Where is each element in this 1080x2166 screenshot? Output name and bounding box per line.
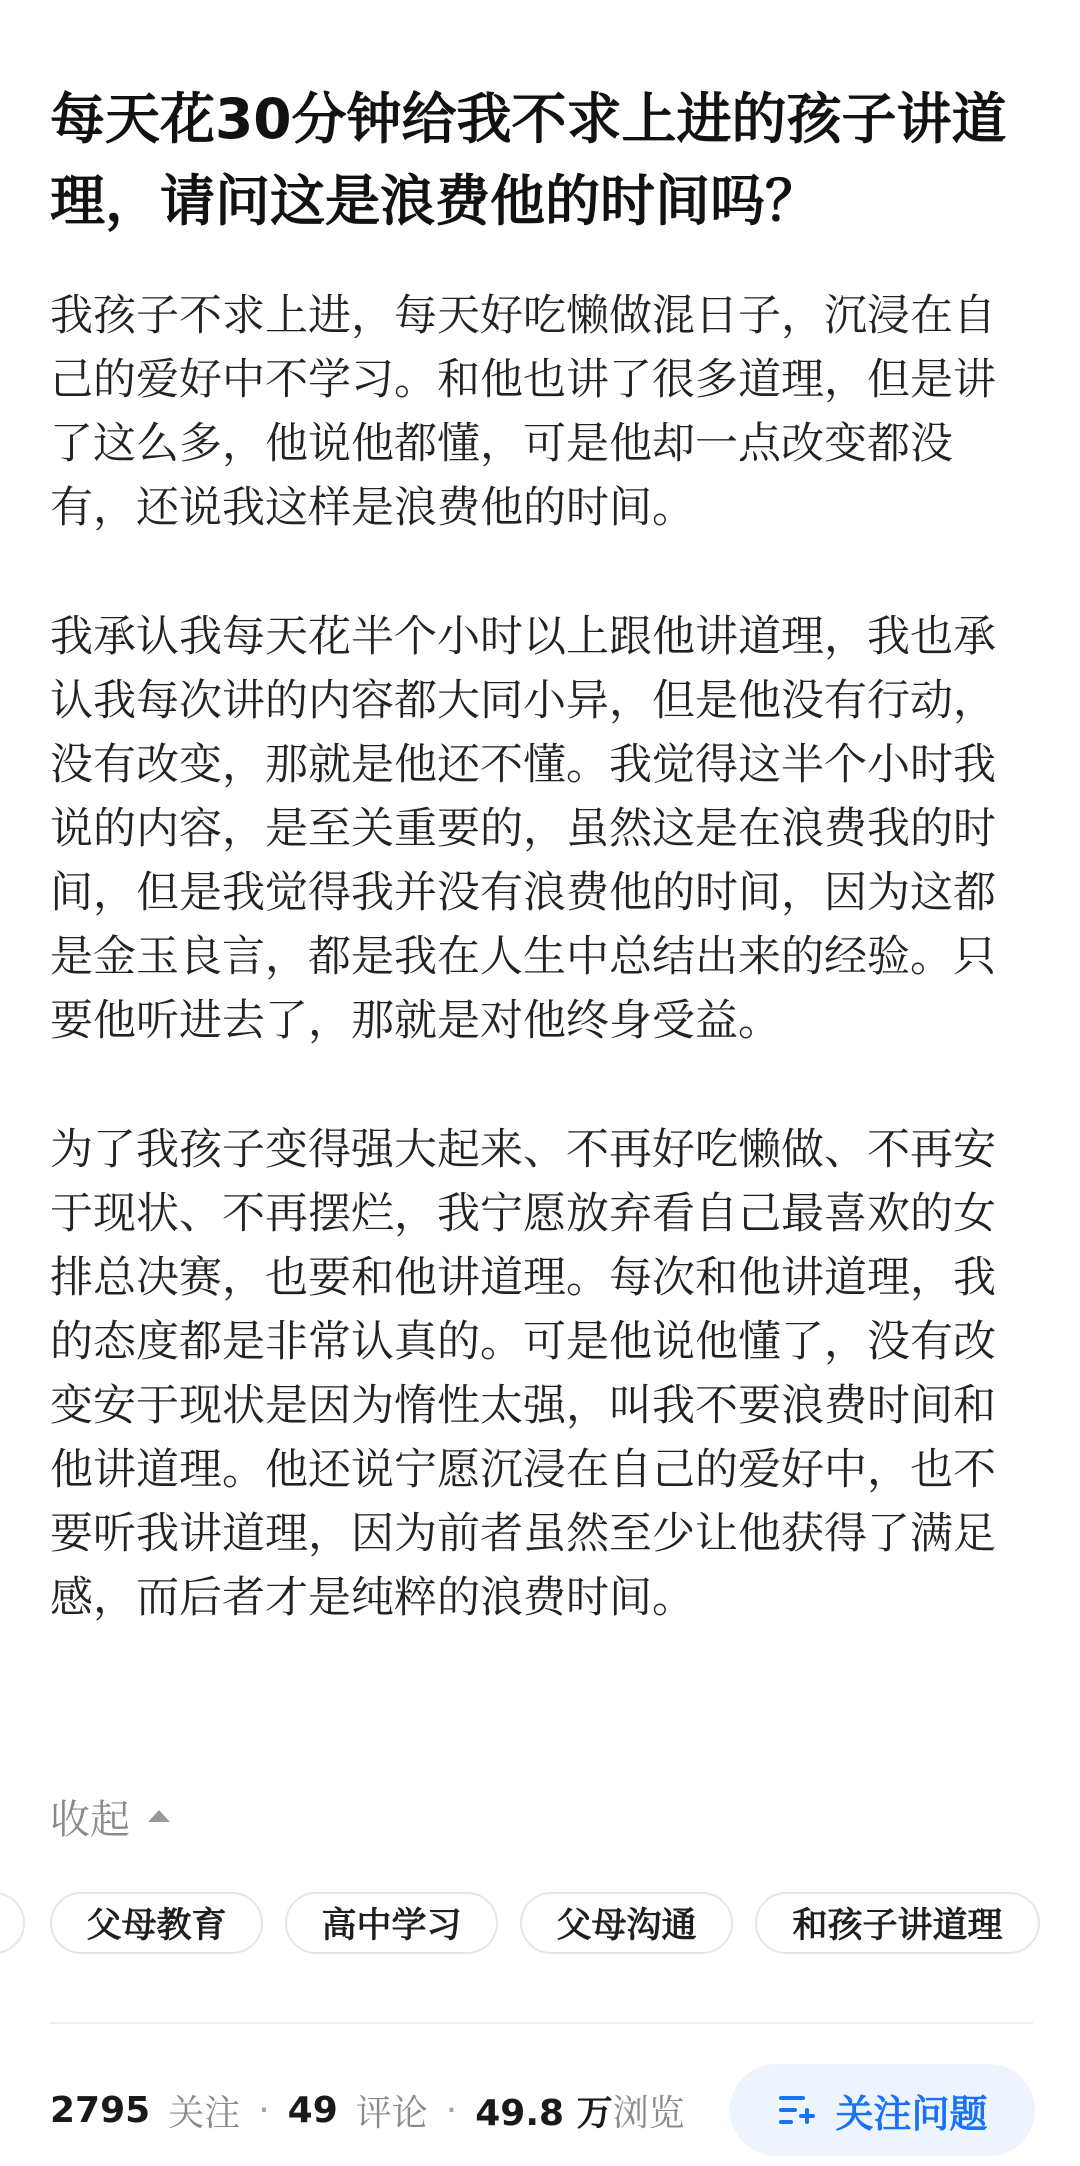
topic-tag[interactable]: 和孩子讲道理: [755, 1892, 1040, 1954]
divider: [50, 2022, 1033, 2024]
question-paragraph: 我承认我每天花半个小时以上跟他讲道理，我也承认我每次讲的内容都大同小异，但是他没有行动，没有改变，那就是他还不懂。我觉得这半个小时我说的内容，是至关重要的，虽然这是在浪费我的时间，但是我觉得我并没有浪费他的时间，因为这都是金玉良言，都是我在人生中总结出来的经验。只要他听进去了，那就是对他终身受益。: [50, 612, 996, 1046]
caret-up-icon: [148, 1810, 170, 1822]
topic-tag[interactable]: 父母教育: [50, 1892, 263, 1954]
collapse-button[interactable]: [50, 1784, 170, 1848]
follow-question-label: 关注问题: [835, 2091, 988, 2136]
followers-count: 2795: [50, 2089, 151, 2131]
separator-dot: ·: [258, 2089, 270, 2131]
topic-tags: [0, 1892, 1080, 1962]
comments-label[interactable]: 评论: [355, 2092, 428, 2134]
followers-label: 关注: [168, 2092, 241, 2134]
separator-dot: ·: [445, 2089, 458, 2131]
topic-tag[interactable]: 高中学习: [285, 1892, 498, 1954]
views-count: 49.8 万: [475, 2092, 613, 2134]
topic-tag[interactable]: 父母沟通: [520, 1892, 733, 1954]
topic-tag-hidden[interactable]: [0, 1892, 25, 1954]
follow-list-icon: [777, 2093, 817, 2127]
collapse-label: 收起: [50, 1796, 130, 1843]
views-label: 浏览: [612, 2092, 685, 2134]
question-detail: [50, 284, 1018, 1695]
follow-question-button[interactable]: [730, 2064, 1035, 2156]
question-stats: [50, 2080, 685, 2140]
question-paragraph: 我孩子不求上进，每天好吃懒做混日子，沉浸在自己的爱好中不学习。和他也讲了很多道理，但是讲了这么多，他说他都懂，可是他却一点改变都没有，还说我这样是浪费他的时间。: [50, 291, 996, 533]
question-paragraph: 为了我孩子变得强大起来、不再好吃懒做、不再安于现状、不再摆烂，我宁愿放弃看自己最喜欢的女排总决赛，也要和他讲道理。每次和他讲道理，我的态度都是非常认真的。可是他说他懂了，没有改变安于现状是因为惰性太强，叫我不要浪费时间和他讲道理。他还说宁愿沉浸在自己的爱好中，也不要听我讲道理，因为前者虽然至少让他获得了满足感，而后者才是纯粹的浪费时间。: [50, 1125, 996, 1623]
question-title: 每天花30分钟给我不求上进的孩子讲道理，请问这是浪费他的时间吗？: [50, 87, 1007, 233]
comments-count[interactable]: 49: [287, 2089, 338, 2131]
